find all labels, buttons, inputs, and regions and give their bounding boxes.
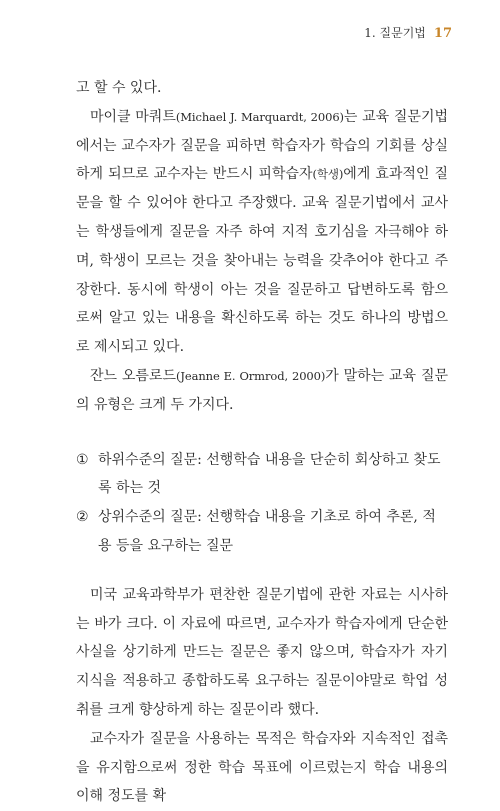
paragraph-purpose xyxy=(76,725,448,811)
paragraph-text: 교수자가 질문을 사용하는 목적은 학습자와 지속적인 접촉을 유지함으로써 정한 학습 목표에 이르렀는지 학습 내용의 이해 정도를 확 xyxy=(76,730,448,805)
paragraph-us-department xyxy=(76,581,448,725)
paragraph-ormrod xyxy=(76,362,448,420)
citation: (Michael J. Marquardt, 2006) xyxy=(175,109,344,124)
question-type-list xyxy=(76,446,448,561)
paragraph-text: 에게 효과적인 질문을 할 수 있어야 한다고 주장했다. 교육 질문기법에서 교사는 학생들에게 질문을 자주 하여 지적 호기심을 자극해야 하며, 학생이 모르는 것을 찾아내는 능력을 갖추어야 한다고 주장한다. 동시에 학생이 아는 것을 질문하고 답변하도록 함으로써 알고 있는 내용을 확신하도록 하는 것도 하나의 방법으로 제시되고 있다. xyxy=(76,166,448,356)
list-item-text: 하위수준의 질문: 선행학습 내용을 단순히 회상하고 찾도록 하는 것 xyxy=(98,451,441,497)
paragraph-text: 가 말하는 교육 질문의 유형은 크게 두 가지다. xyxy=(76,367,448,413)
paragraph-text: 고 할 수 있다. xyxy=(76,80,162,96)
author-name: 잔느 오름로드 xyxy=(90,367,176,384)
page-number: 17 xyxy=(433,26,452,41)
paragraph xyxy=(76,74,448,103)
list-item-text: 상위수준의 질문: 선행학습 내용을 기초로 하여 추론, 적용 등을 요구하는 질문 xyxy=(98,509,436,554)
page-body xyxy=(76,74,448,811)
list-marker: ① xyxy=(76,451,89,468)
list-item xyxy=(76,446,448,504)
parenthetical-note: (학생) xyxy=(312,167,344,182)
paragraph-marquardt xyxy=(76,103,448,362)
paragraph-text: 는 교육 질문기법에서는 교수자가 질문을 피하면 학습자가 학습의 기회를 상실하게 되므로 교수자는 반드시 피학습자 xyxy=(76,108,448,183)
author-name: 마이클 마쿼트 xyxy=(90,108,176,125)
citation: (Jeanne E. Ormrod, 2000) xyxy=(176,368,326,383)
list-marker: ② xyxy=(76,509,89,526)
list-item xyxy=(76,503,448,561)
paragraph-text: 미국 교육과학부가 편찬한 질문기법에 관한 자료는 시사하는 바가 크다. 이 자료에 따르면, 교수자가 학습자에게 단순한 사실을 상기하게 만드는 질문은 좋지 않으며, 학습자가 자기 지식을 적용하고 종합하도록 요구하는 질문이야말로 학업 성취를 크게 향상하게 하는 질문이라 했다. xyxy=(76,586,448,718)
running-header xyxy=(364,24,452,41)
chapter-title: 1. 질문기법 xyxy=(364,26,426,40)
